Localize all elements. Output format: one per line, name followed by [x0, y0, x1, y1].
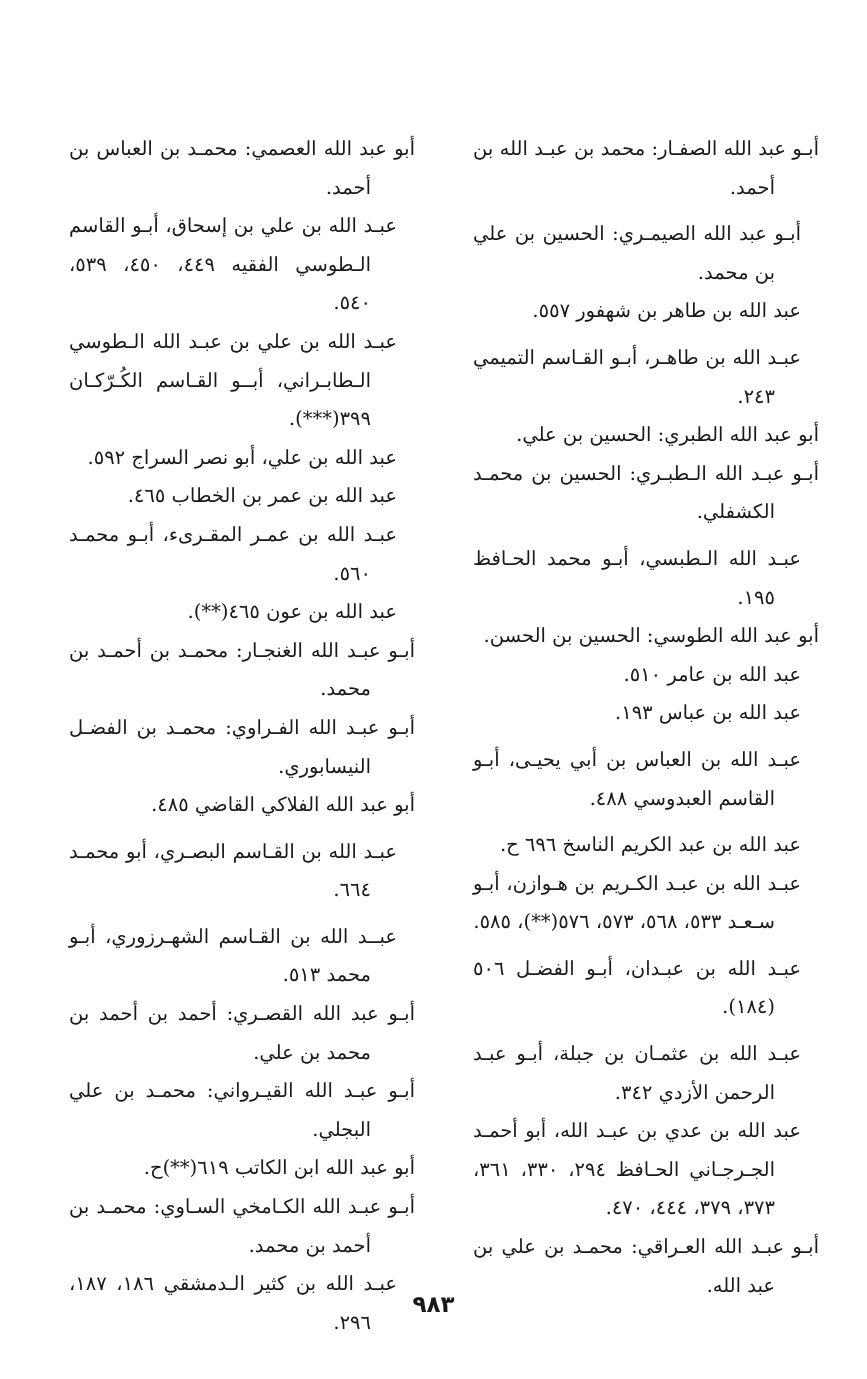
right-column — [473, 130, 819, 1305]
index-entry: أبو عبد الله ابن الكاتب ٦١٩(**)ح. — [143, 1156, 415, 1180]
index-entry: عبــد الله بن القـاسم الشهـرزوري، أبـو محمد ٥١٣. — [69, 924, 397, 987]
index-entry: عبد الله بن عمر بن الخطاب ٤٦٥. — [127, 484, 397, 508]
index-entry: أبـو عبـد الله الـطبـري: الحسين بن محمـد الكشفلي. — [473, 461, 819, 524]
index-entry: عبد الله بن طاهر بن شهفور ٥٥٧. — [532, 299, 801, 323]
index-entry: أبو عبد الله الطبري: الحسين بن علي. — [516, 423, 819, 447]
index-entry: عبـد الله بن طاهـر، أبـو القـاسم التميمي ٢٤٣. — [473, 345, 801, 408]
index-entry: أبو عبد الله الفلاكي القاضي ٤٨٥. — [151, 793, 415, 817]
index-entry: أبـو عبـد الله الفـراوي: محمـد بن الفضـل النيسابوري. — [69, 715, 415, 778]
index-entry: أبـو عبد الله الصفـار: محمد بن عبـد الله بن أحمد. — [473, 137, 819, 199]
index-entry: عبـد الله بن علي بن إسحاق، أبـو القاسم الـطوسي الفقيه ٤٤٩، ٤٥٠، ٥٣٩، ٥٤٠. — [69, 214, 397, 315]
index-entry: عبـد الله بن عبـد الكـريم بن هـوازن، أبـو سـعـد ٥٣٣، ٥٦٨، ٥٧٣، ٥٧٦(**)، ٥٨٥. — [473, 871, 801, 934]
index-entry: أبو عبد الله الطوسي: الحسين بن الحسن. — [483, 624, 819, 648]
index-entry: عبـد الله الـطبسي، أبـو محمد الحـافظ ١٩٥. — [473, 546, 801, 609]
index-entry: عبد الله بن عباس ١٩٣. — [615, 701, 801, 725]
index-entry: عبد الله بن عدي بن عبـد الله، أبو أحمـد الجـرجـاني الحـافظ ٢٩٤، ٣٣٠، ٣٦١، ٣٧٣، ٣٧٩، ٤٤٤، ٤٧٠. — [473, 1119, 801, 1220]
index-entry: عبـد الله بن كثير الـدمشقي ١٨٦، ١٨٧، ٢٩٦. — [69, 1272, 397, 1334]
index-entry: عبـد الله بن العباس بن أبي يحيـى، أبـو القاسم العبدوسي ٤٨٨. — [473, 747, 801, 810]
index-entry: أبـو عبـد الله القيـرواني: محمـد بن علي البجلي. — [69, 1079, 415, 1141]
page-number: ٩٨٣ — [412, 1292, 455, 1318]
index-entry: عبـد الله بن عثمـان بن جبلة، أبـو عبـد الرحمن الأزدي ٣٤٢. — [473, 1042, 801, 1104]
index-entry: عبـد الله بن عمـر المقـرىء، أبـو محمـد ٥٦٠. — [69, 522, 397, 585]
index-entry: أبـو عبـد الله الكـامخي السـاوي: محمـد بن أحمد بن محمد. — [69, 1195, 415, 1257]
index-entry: عبد الله بن عون ٤٦٥(**). — [187, 600, 397, 624]
index-entry: أبـو عبد الله الصيمـري: الحسين بن علي بن محمد. — [473, 222, 801, 284]
index-entry: عبـد الله بن القـاسم البصـري، أبو محمـد ٦٦٤. — [69, 839, 397, 902]
index-entry: عبد الله بن عبد الكريم الناسخ ٦٩٦ ح. — [499, 833, 801, 857]
left-column — [69, 130, 415, 1342]
index-entry: عبـد الله بن علي بن عبـد الله الـطوسي الـطابـراني، أبــو القـاسم الكُـرّكـان ٣٩٩(***). — [69, 329, 397, 431]
index-entry: عبـد الله بن عبـدان، أبـو الفضـل ٥٠٦ (١٨٤). — [473, 956, 801, 1019]
index-entry: أبـو عبـد الله الغنجـار: محمـد بن أحمـد بن محمد. — [69, 638, 415, 701]
index-entry: أبـو عبـد الله العـراقي: محمـد بن علي بن عبد الله. — [473, 1235, 819, 1297]
index-entry: عبد الله بن علي، أبو نصر السراج ٥٩٢. — [87, 445, 397, 469]
index-entry: عبد الله بن عامر ٥١٠. — [623, 662, 801, 686]
index-entry: أبـو عبد الله القصـري: أحمد بن أحمد بن محمد بن علي. — [69, 1002, 415, 1064]
index-entry: أبو عبد الله العصمي: محمـد بن العباس بن أحمد. — [69, 137, 415, 199]
